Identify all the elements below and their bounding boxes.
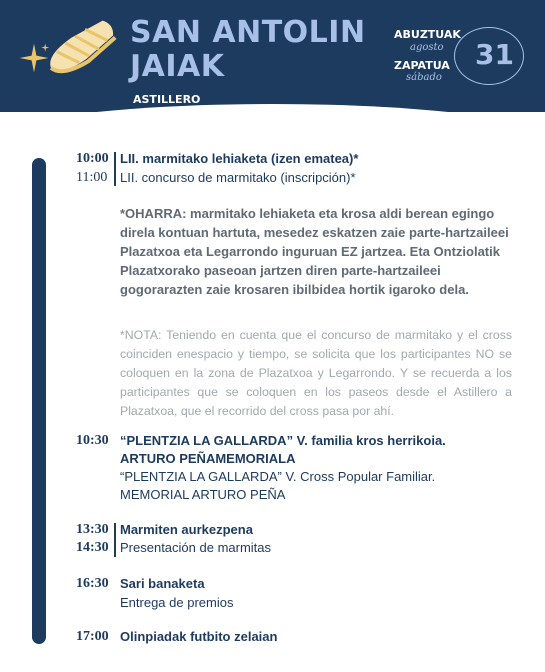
entry-title: Sari banaketa xyxy=(120,576,205,591)
entry-subtitle: Entrega de premios xyxy=(120,595,234,610)
entry-time: 13:30 xyxy=(76,522,109,537)
date-block xyxy=(388,22,528,102)
entry-time: 17:00 xyxy=(76,629,109,644)
sparkle-star-icon xyxy=(18,42,50,74)
timeline-bar xyxy=(32,158,46,644)
title-line-1: SAN ANTOLIN xyxy=(130,15,366,50)
entry-time: 10:00 xyxy=(76,151,109,166)
weekday-eu: ZAPATUA xyxy=(394,59,450,72)
entry-time: 16:30 xyxy=(76,576,109,591)
entry-time: 11:00 xyxy=(76,170,108,185)
title-line-2: JAIAK xyxy=(130,49,225,84)
month-eu: ABUZTUAK xyxy=(394,28,461,41)
entry-divider xyxy=(114,523,116,557)
note-eu: *OHARRA: marmitako lehiaketa eta krosa aldi berean egingo direla kontuan hartuta, mesedez eskatzen zaie parte-hartzaileei Plazatxoa eta Legarrondo inguruan EZ jartzea. Eta Ontziolatik Plazatxorako paseoan jartzen diren parte-hartzaileei gogorarazten zaie krosaren ibilbidea hortik igaroko dela. xyxy=(120,206,509,297)
entry-subtitle: Presentación de marmitas xyxy=(120,540,272,555)
location-subtitle: ASTILLERO xyxy=(133,93,201,106)
entry-time: 10:30 xyxy=(76,433,109,448)
day-number: 31 xyxy=(475,38,514,71)
entry-divider xyxy=(114,152,116,186)
entry-title: “PLENTZIA LA GALLARDA” V. familia kros herrikoia. xyxy=(120,433,446,448)
month-es: agosto xyxy=(410,42,444,53)
entry-title: ARTURO PEÑAMEMORIALA xyxy=(120,451,296,466)
entry-time: 14:30 xyxy=(76,540,109,555)
entry-subtitle: MEMORIAL ARTURO PEÑA xyxy=(120,487,286,502)
entry-title: Olinpiadak futbito zelaian xyxy=(120,629,278,644)
weekday-es: sábado xyxy=(406,72,442,83)
entry-title: Marmiten aurkezpena xyxy=(120,522,253,537)
header-banner xyxy=(0,0,545,112)
entry-subtitle: LII. concurso de marmitako (inscripción)* xyxy=(120,170,356,185)
entry-subtitle: “PLENTZIA LA GALLARDA” V. Cross Popular Familiar. xyxy=(120,469,436,484)
page-title xyxy=(130,16,366,84)
note-es: *NOTA: Teniendo en cuenta que el concurso de marmitako y el cross coinciden enespacio y tiempo, se solicita que los participantes NO se coloquen en la zona de Plazatxoa y Legarrondo. Y se recuerda a los participantes que se coloquen en los paseos desde el Astillero a Plazatxoa, que el recorrido del cross pasa por ahí. xyxy=(120,328,512,418)
entry-title: LII. marmitako lehiaketa (izen ematea)* xyxy=(120,151,359,166)
